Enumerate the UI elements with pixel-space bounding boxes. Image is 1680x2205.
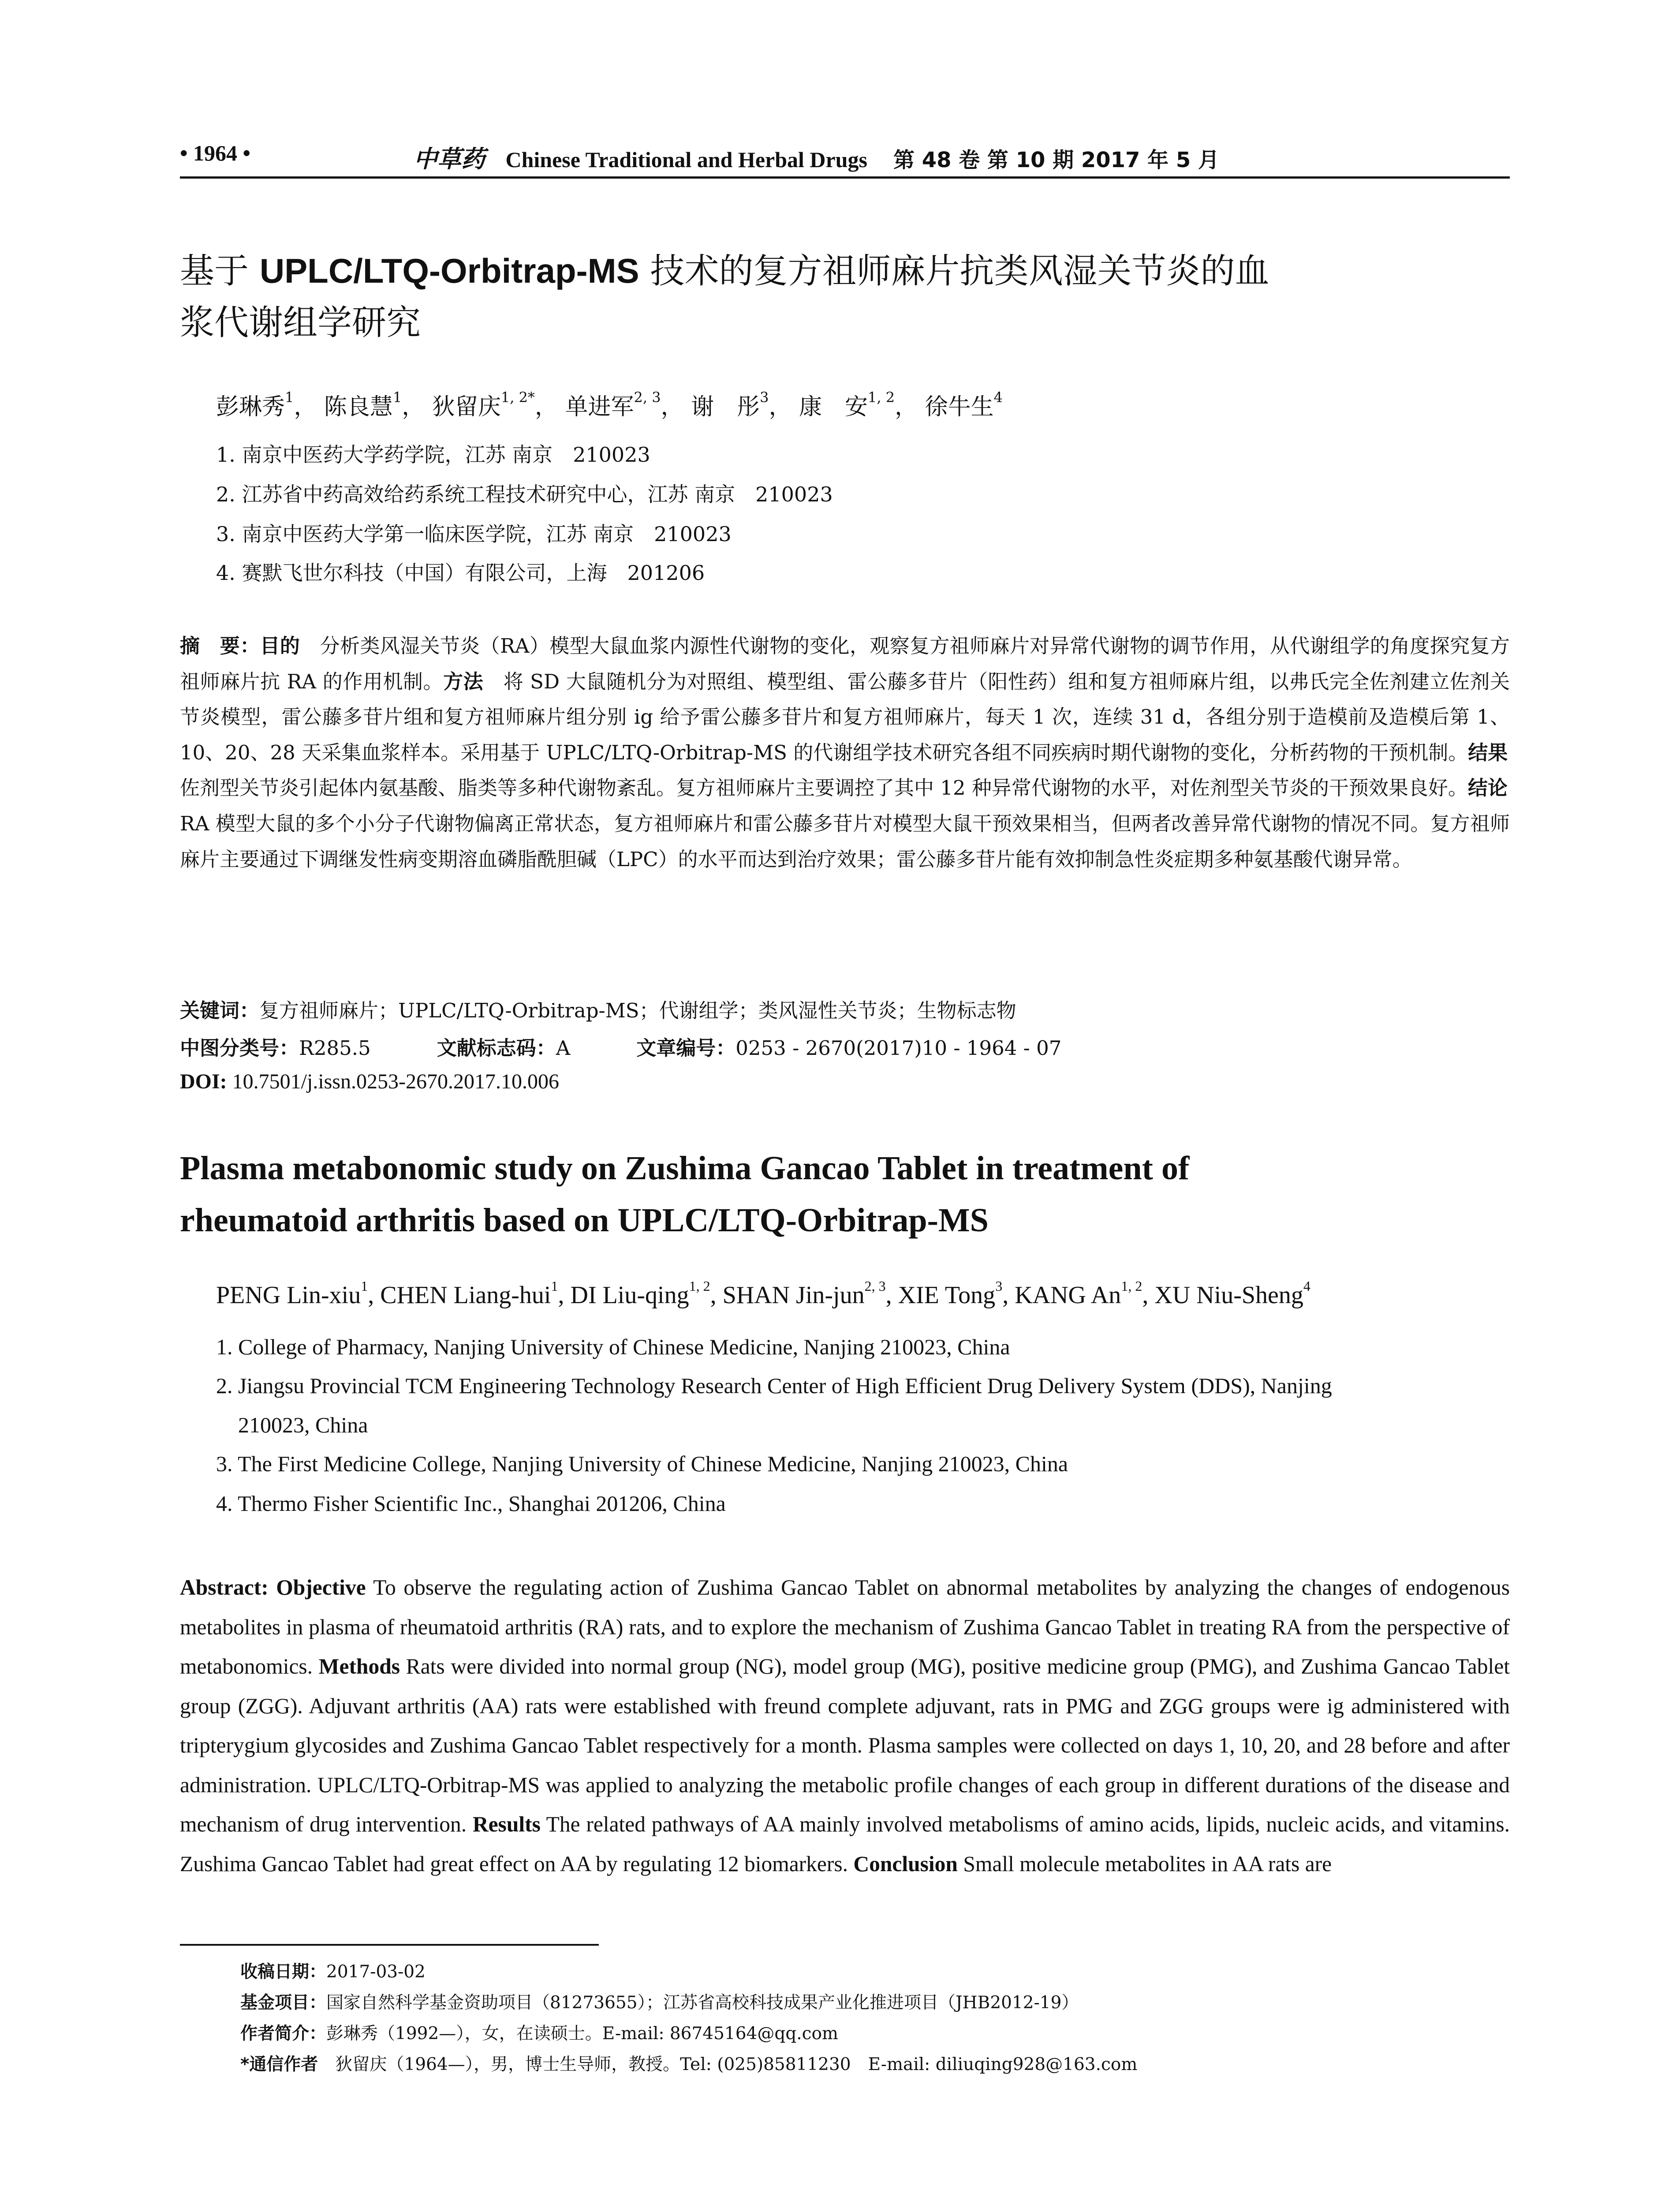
objective-label: Objective <box>276 1575 366 1600</box>
conclusion-label: Conclusion <box>853 1851 958 1876</box>
clc-label: 中图分类号： <box>180 1036 299 1060</box>
journal-header <box>414 140 1219 174</box>
author: DI Liu-qing$^{1, 2}$, <box>570 1278 723 1309</box>
doi-line <box>180 1069 559 1094</box>
footnote-funding: 基金项目：国家自然科学基金资助项目（81273655）；江苏省高校科技成果产业化推进项目（JHB2012-19） <box>240 1993 1079 2013</box>
conclusion-text: Small molecule metabolites in AA rats are <box>957 1851 1332 1876</box>
classification-line <box>180 1032 1061 1061</box>
en-affiliation: 3. The First Medicine College, Nanjing University of Chinese Medicine, Nanjing 210023, China <box>216 1451 1068 1476</box>
doc-code-label: 文献标志码： <box>437 1036 556 1060</box>
en-title-line1: Plasma metabonomic study on Zushima Gancao Tablet in treatment of <box>180 1150 1190 1187</box>
author: 彭琳秀$^1$， <box>216 389 317 420</box>
results-label: Results <box>472 1812 541 1836</box>
keywords-line <box>180 994 1016 1023</box>
author: XU Niu-Sheng$^4$ <box>1154 1278 1310 1309</box>
cn-affiliation: 4. 赛默飞世尔科技（中国）有限公司，上海 201206 <box>216 561 705 585</box>
en-affiliation: 2. Jiangsu Provincial TCM Engineering Technology Research Center of High Efficient Drug Delivery System (DDS), Nanjing <box>216 1373 1332 1398</box>
doc-code: A <box>556 1036 571 1060</box>
cn-affiliation: 1. 南京中医药大学药学院，江苏 南京 210023 <box>216 443 650 467</box>
cn-abstract-label: 摘 要： <box>180 634 260 658</box>
cn-affiliation: 3. 南京中医药大学第一临床医学院，江苏 南京 210023 <box>216 522 732 546</box>
cn-abstract <box>180 628 1528 877</box>
journal-name: Chinese Traditional and Herbal Drugs <box>505 147 867 172</box>
author: PENG Lin-xiu$^1$, <box>216 1278 381 1309</box>
cn-title-rest: 技术的复方祖师麻片抗类风湿关节炎的血 <box>650 251 1269 291</box>
author: XIE Tong$^3$, <box>898 1278 1015 1309</box>
methods-label: 方法 <box>443 669 484 693</box>
author: SHAN Jin-jun$^{2, 3}$, <box>722 1278 898 1309</box>
footnote-author-bio: 作者简介：彭琳秀（1992—），女，在读硕士。E-mail: 86745164@qq.com <box>240 2024 838 2044</box>
article-no: 0253 - 2670(2017)10 - 1964 - 07 <box>735 1036 1062 1060</box>
footnote-corresponding-author: *通信作者 狄留庆（1964—），男，博士生导师，教授。Tel: (025)85811230 E-mail: diliuqing928@163.com <box>240 2055 1138 2074</box>
article-no-label: 文章编号： <box>636 1036 736 1060</box>
en-title-line2: rheumatoid arthritis based on UPLC/LTQ-Orbitrap-MS <box>180 1202 989 1239</box>
author: 徐牛生$^4$ <box>925 389 1003 420</box>
keywords: 复方祖师麻片；UPLC/LTQ-Orbitrap-MS；代谢组学；类风湿性关节炎；生物标志物 <box>259 999 1016 1022</box>
author: 狄留庆$^{1, 2*}$， <box>432 389 558 420</box>
methods-text: 将 SD 大鼠随机分为对照组、模型组、雷公藤多苷片（阳性药）组和复方祖师麻片组，以弗氏完全佐剂建立佐剂关节炎模型，雷公藤多苷片组和复方祖师麻片组分别 ig 给予雷公藤多苷片和复方祖师麻片，每天 1 次，连续 31 d，各组分别于造模前及造模后第 1、10、20、28 天采集血浆样本。采用基于 UPLC/LTQ-Orbitrap-MS 的代谢组学技术研究各组不同疾病时期代谢物的变化，分析药物的干预机制。 <box>180 669 1510 764</box>
methods-text: Rats were divided into normal group (NG), model group (MG), positive medicine group (PMG), and Zushima Gancao Tablet group (ZGG). Adjuvant arthritis (AA) rats were established with freund complete adjuvant, rats in PMG and ZGG groups were ig administered with tripterygium glycosides and Zushima Gancao Tablet respectively for a month. Plasma samples were collected on days 1, 10, 20, and 28 before and after administration. UPLC/LTQ-Orbitrap-MS was applied to analyzing the metabolic profile changes of each group in different durations of the disease and mechanism of drug intervention. <box>180 1654 1510 1836</box>
en-abstract-label: Abstract: <box>180 1575 269 1600</box>
clc-code: R285.5 <box>299 1036 371 1060</box>
methods-label: Methods <box>318 1654 400 1678</box>
author: 谢 彤$^3$， <box>691 389 792 420</box>
en-abstract <box>180 1568 1510 1884</box>
author: 陈良慧$^1$， <box>324 389 425 420</box>
conclusion-text: RA 模型大鼠的多个小分子代谢物偏离正常状态，复方祖师麻片和雷公藤多苷片对模型大鼠干预效果相当，但两者改善异常代谢物的情况不同。复方祖师麻片主要通过下调继发性病变期溶血磷脂酰胆碱（LPC）的水平而达到治疗效果；雷公藤多苷片能有效抑制急性炎症期多种氨基酸代谢异常。 <box>180 776 1527 871</box>
cn-affiliation: 2. 江苏省中药高效给药系统工程技术研究中心，江苏 南京 210023 <box>216 482 833 506</box>
results-text: The related pathways of AA mainly involved metabolisms of amino acids, lipids, nucleic acids, and vitamins. Zushima Gancao Tablet had great effect on AA by regulating 12 biomarkers. <box>180 1812 1510 1876</box>
running-header <box>180 140 1510 171</box>
results-label: 结果 <box>1468 740 1508 764</box>
doi-label: DOI: <box>180 1070 227 1093</box>
author: KANG An$^{1, 2}$, <box>1015 1278 1155 1309</box>
cn-author-list <box>216 388 1003 421</box>
objective-text: 分析类风湿关节炎（RA）模型大鼠血浆内源性代谢物的变化，观察复方祖师麻片对异常代谢物的调节作用，从代谢组学的角度探究复方祖师麻片抗 RA 的作用机制。 <box>180 634 1510 693</box>
cn-title-line2: 浆代谢组学研究 <box>180 303 421 343</box>
doi: 10.7501/j.issn.0253-2670.2017.10.006 <box>227 1070 560 1093</box>
journal-logo: 中草药 <box>414 145 485 173</box>
en-affiliation-cont: 210023, China <box>238 1413 368 1437</box>
keywords-label: 关键词： <box>180 999 260 1022</box>
footnote-rule <box>180 1944 599 1946</box>
author: 单进军$^{2, 3}$， <box>565 389 684 420</box>
en-author-list <box>216 1278 1310 1309</box>
conclusion-label: 结论 <box>1467 776 1508 800</box>
footnote-received: 收稿日期：2017-03-02 <box>240 1962 426 1982</box>
cn-title-line1 <box>180 245 1510 297</box>
author: CHEN Liang-hui$^1$, <box>380 1278 571 1309</box>
en-title <box>180 1142 1510 1246</box>
cn-title-method: UPLC/LTQ-Orbitrap-MS <box>259 251 639 290</box>
en-affiliation: 4. Thermo Fisher Scientific Inc., Shanghai 201206, China <box>216 1491 726 1516</box>
objective-text: To observe the regulating action of Zushima Gancao Tablet on abnormal metabolites by analyzing the changes of endogenous metabolites in plasma of rheumatoid arthritis (RA) rats, and to explore the mechanism of Zushima Gancao Tablet in treating RA from the perspective of metabonomics. <box>180 1575 1510 1678</box>
results-text: 佐剂型关节炎引起体内氨基酸、脂类等多种代谢物紊乱。复方祖师麻片主要调控了其中 12 种异常代谢物的水平，对佐剂型关节炎的干预效果良好。 <box>180 740 1528 800</box>
en-affiliation: 1. College of Pharmacy, Nanjing University of Chinese Medicine, Nanjing 210023, China <box>216 1334 1010 1359</box>
header-rule <box>180 176 1510 179</box>
cn-title-prefix: 基于 <box>180 251 249 291</box>
objective-label: 目的 <box>260 634 300 658</box>
page-number: • 1964 • <box>180 141 251 165</box>
issue-info: 第 48 卷 第 10 期 2017 年 5 月 <box>893 148 1219 172</box>
author: 康 安$^{1, 2}$， <box>799 389 918 420</box>
